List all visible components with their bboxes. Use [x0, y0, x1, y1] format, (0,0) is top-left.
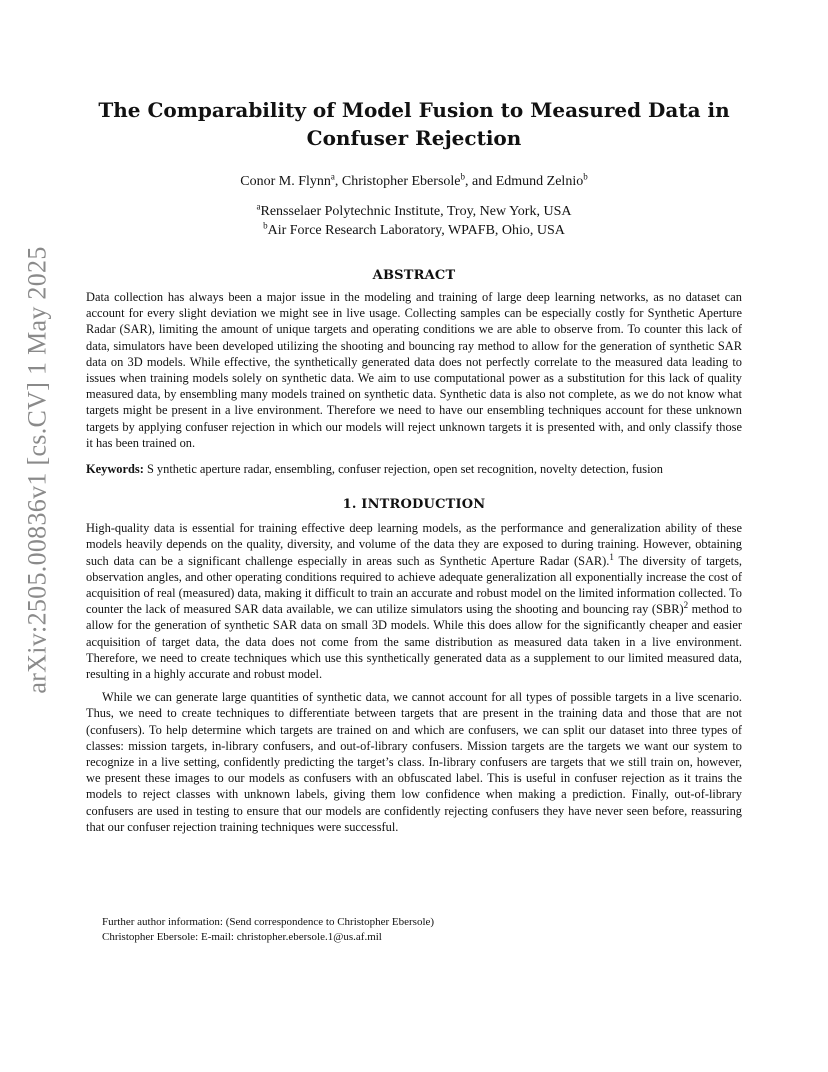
abstract-heading: ABSTRACT: [372, 268, 456, 283]
footnote-line: Further author information: (Send correspondence to Christopher Ebersole): [102, 916, 435, 928]
author-affiliation-mark: b: [460, 171, 465, 182]
author-list: [86, 171, 742, 190]
keywords-text: S ynthetic aperture radar, ensembling, confuser rejection, open set recognition, novelty detection, fusion: [146, 462, 663, 477]
keywords-label: Keywords:: [86, 462, 144, 477]
affiliation: [86, 202, 742, 221]
paragraph-text: method to allow for the generation of synthetic SAR data on small 3D models. While this does allow for the significantly cheaper and easier acquisition of target data, the data does not come from the same distribution as measured data taken in a live environment. Therefore, we need to create techniques which use this synthetically generated data as a supplement to our limited measured data, resulting in a highly accurate and robust model.: [86, 602, 742, 682]
arxiv-identifier[interactable]: arXiv:2505.00836v1 [cs.CV] 1 May 2025: [23, 246, 52, 694]
author-name: Conor M. Flynn: [240, 174, 331, 189]
introduction-heading: 1. INTRODUCTION: [342, 497, 486, 513]
footnote-block: [86, 915, 742, 945]
main-content: [86, 96, 742, 835]
affiliation-text: Rensselaer Polytechnic Institute, Troy, New York, USA: [260, 204, 572, 219]
affiliation-mark: a: [256, 201, 261, 212]
paper-title: The Comparability of Model Fusion to Measured Data in Confuser Rejection: [98, 98, 730, 150]
arxiv-sidebar-stamp: [22, 246, 54, 694]
affiliation-list: [86, 202, 742, 240]
author-name: Christopher Ebersole: [341, 174, 461, 189]
introduction-paragraph-1: [86, 520, 742, 682]
affiliation-mark: b: [263, 220, 268, 231]
paragraph-text: High-quality data is essential for training effective deep learning models, as the performance and generalization ability of these models heavily depends on the quality, diversity, and volume of the data they are exposed to during training. However, obtaining such data can be a significant challenge especially in areas such as Synthetic Aperture Radar (SAR).: [86, 521, 742, 568]
affiliation: [86, 221, 742, 240]
introduction-paragraph-2: While we can generate large quantities of synthetic data, we cannot account for all types of possible targets in a live scenario. Thus, we need to create techniques to differentiate between targets that are present in the training data and those that are not (confusers). To help determine which targets are trained on and which are confusers, we can split our dataset into three types of classes: mission targets, in-library confusers, and out-of-library confusers. Mission targets are the targets we want our system to recognize in a live setting, confidently predicting the target’s class. In-library confusers are targets that we still train on, however, we present these images to our models as confusers with an obfuscated label. This is useful in confuser rejection as it trains the models to reject classes with unknown labels, giving them low confidence when making a prediction. Finally, out-of-library confusers are used in testing to ensure that our models are confidently rejecting confusers they have never seen before, reassuring that our confuser rejection training techniques were successful.: [86, 690, 742, 834]
paragraph-text: The diversity of targets, observation angles, and other operating conditions required to achieve adequate generalization all exponentially increase the cost of acquisition of real (measured) data, making it difficult to train an accurate and robust model on the limited information collected. To counter the lack of measured SAR data available, we can utilize simulators using the shooting and bouncing ray (SBR): [86, 553, 743, 617]
author-separator: ,: [334, 174, 342, 189]
affiliation-text: Air Force Research Laboratory, WPAFB, Ohio, USA: [267, 223, 565, 238]
author-name: Edmund Zelnio: [495, 174, 584, 189]
keywords: [86, 461, 742, 477]
footnote-line: Christopher Ebersole: E-mail: christopher.ebersole.1@us.af.mil: [102, 931, 382, 943]
abstract-text: Data collection has always been a major issue in the modeling and training of large deep learning networks, as no dataset can account for every slight deviation we might see in live usage. Collecting samples can be especially costly for Synthetic Aperture Radar (SAR), limiting the amount of unique targets and operating conditions we are able to observe from. To counter this lack of data, simulators have been developed utilizing the shooting and bouncing ray method to allow for the generation of synthetic SAR data on 3D models. While effective, the synthetically generated data does not perfectly correlate to the measured data leading to issues when training models solely on synthetic data. We aim to use computational power as a substitution for this lack of quality measured data, by ensembling many models trained on synthetic data. Synthetic data is also not complete, as we do not know what targets might be present in a live environment. Therefore we need to have our ensembling techniques account for these unknown targets by applying confuser rejection in which our models will reject unknown targets it is presented with, and only classify those it has been trained on.: [86, 290, 742, 450]
citation-link[interactable]: 2: [683, 600, 689, 611]
author-affiliation-mark: b: [583, 171, 588, 182]
author-separator: , and: [465, 174, 496, 189]
author-affiliation-mark: a: [330, 171, 335, 182]
citation-link[interactable]: 1: [609, 551, 614, 562]
